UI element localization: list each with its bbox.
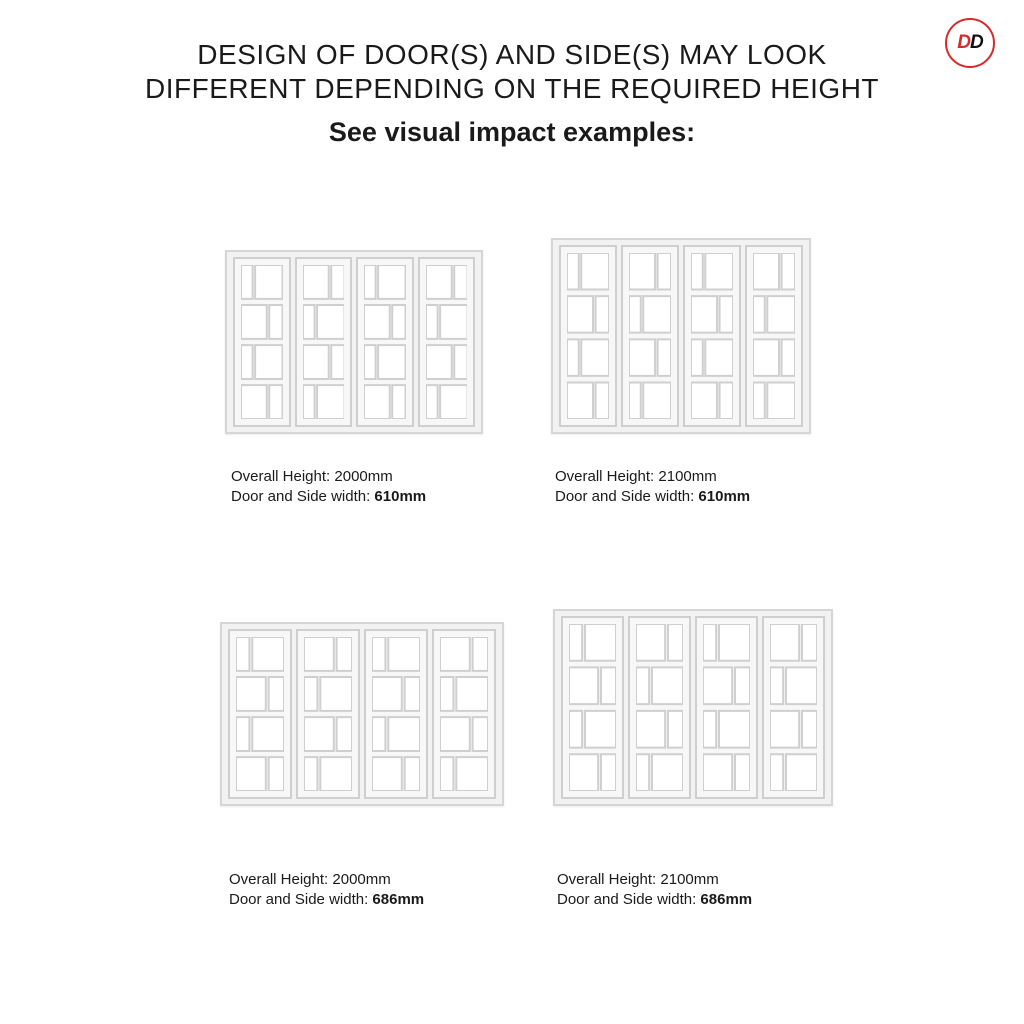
glazing-pattern — [703, 624, 750, 791]
glass-pane — [668, 624, 683, 661]
glass-pane — [364, 385, 390, 419]
glass-pane — [567, 382, 593, 419]
height-label: Overall Height: — [557, 871, 657, 888]
side-panel — [559, 245, 617, 427]
glass-pane — [652, 667, 683, 704]
glass-pane — [691, 382, 717, 419]
glass-pane — [440, 677, 453, 711]
side-panel — [762, 616, 825, 799]
glass-pane — [767, 296, 795, 333]
glass-pane — [236, 637, 249, 671]
glass-pane — [596, 296, 609, 333]
glass-pane — [236, 757, 266, 791]
side-panel — [432, 629, 496, 799]
glazing-pattern — [304, 637, 352, 791]
glass-pane — [388, 637, 420, 671]
glass-pane — [372, 717, 385, 751]
door-panel — [695, 616, 758, 799]
glass-pane — [303, 385, 315, 419]
glass-pane — [569, 711, 582, 748]
glass-pane — [753, 382, 765, 419]
width-value: 686mm — [372, 891, 425, 908]
glass-pane — [705, 339, 733, 376]
glazing-pattern — [426, 265, 468, 419]
glass-pane — [304, 677, 317, 711]
door-set-illustration — [551, 238, 811, 434]
glass-pane — [456, 677, 488, 711]
door-panel — [628, 616, 691, 799]
width-label: Door and Side width: — [555, 488, 695, 505]
glazing-pattern — [569, 624, 616, 791]
glass-pane — [378, 345, 405, 379]
door-panel — [295, 257, 353, 427]
glass-pane — [405, 757, 420, 791]
glass-pane — [782, 339, 795, 376]
glass-pane — [241, 345, 253, 379]
glass-pane — [372, 637, 385, 671]
height-label: Overall Height: — [231, 468, 331, 485]
glass-pane — [636, 667, 649, 704]
glass-pane — [236, 677, 266, 711]
side-panel — [561, 616, 624, 799]
door-set-illustration — [220, 622, 504, 806]
width-value: 686mm — [700, 891, 753, 908]
door-panel — [296, 629, 360, 799]
glass-pane — [569, 667, 598, 704]
heading-line-1: DESIGN OF DOOR(S) AND SIDE(S) MAY LOOK — [197, 39, 827, 70]
glass-pane — [378, 265, 405, 299]
glass-pane — [720, 382, 733, 419]
glass-pane — [629, 339, 655, 376]
glass-pane — [337, 717, 352, 751]
glazing-pattern — [770, 624, 817, 791]
glass-pane — [658, 339, 671, 376]
glass-pane — [658, 253, 671, 290]
glass-pane — [454, 345, 467, 379]
glass-pane — [255, 265, 282, 299]
glass-pane — [753, 296, 765, 333]
width-label: Door and Side width: — [229, 891, 369, 908]
glass-pane — [691, 296, 717, 333]
side-panel — [418, 257, 476, 427]
glass-pane — [364, 305, 390, 339]
glass-pane — [317, 385, 344, 419]
glass-pane — [304, 717, 334, 751]
glass-pane — [643, 382, 671, 419]
glass-pane — [705, 253, 733, 290]
height-label: Overall Height: — [555, 468, 655, 485]
glazing-pattern — [691, 253, 733, 419]
glass-pane — [392, 305, 405, 339]
glass-pane — [719, 624, 750, 661]
glass-pane — [581, 253, 609, 290]
glass-pane — [691, 253, 703, 290]
height-value: 2100mm — [660, 871, 719, 888]
glazing-pattern — [753, 253, 795, 419]
side-panel — [228, 629, 292, 799]
side-panel — [745, 245, 803, 427]
glass-pane — [241, 385, 267, 419]
glass-pane — [456, 757, 488, 791]
glass-pane — [770, 754, 783, 791]
door-panel — [356, 257, 414, 427]
glass-pane — [426, 345, 452, 379]
glazing-pattern — [567, 253, 609, 419]
glazing-pattern — [440, 637, 488, 791]
door-panel — [683, 245, 741, 427]
glass-pane — [802, 711, 817, 748]
glass-pane — [770, 667, 783, 704]
glass-pane — [753, 339, 779, 376]
height-label: Overall Height: — [229, 871, 329, 888]
glass-pane — [703, 624, 716, 661]
door-set-illustration — [553, 609, 833, 806]
glass-pane — [567, 296, 593, 333]
glass-pane — [735, 667, 750, 704]
glass-pane — [735, 754, 750, 791]
glass-pane — [364, 345, 376, 379]
example-caption — [231, 467, 426, 507]
glass-pane — [440, 757, 453, 791]
glass-pane — [440, 637, 470, 671]
height-value: 2000mm — [332, 871, 391, 888]
glass-pane — [567, 253, 579, 290]
glass-pane — [703, 754, 732, 791]
height-value: 2100mm — [658, 468, 717, 485]
glass-pane — [317, 305, 344, 339]
width-value: 610mm — [374, 488, 427, 505]
logo-letter-1: D — [957, 32, 970, 53]
example-caption — [557, 870, 752, 910]
glass-pane — [569, 754, 598, 791]
glass-pane — [304, 757, 317, 791]
glass-pane — [426, 305, 438, 339]
glass-pane — [629, 382, 641, 419]
glazing-pattern — [364, 265, 406, 419]
glass-pane — [426, 265, 452, 299]
glass-pane — [252, 717, 284, 751]
glass-pane — [252, 637, 284, 671]
glass-pane — [585, 624, 616, 661]
glass-pane — [473, 637, 488, 671]
glass-pane — [585, 711, 616, 748]
glass-pane — [601, 754, 616, 791]
width-value: 610mm — [698, 488, 751, 505]
glass-pane — [770, 711, 799, 748]
glass-pane — [668, 711, 683, 748]
glass-pane — [304, 637, 334, 671]
height-value: 2000mm — [334, 468, 393, 485]
glass-pane — [303, 305, 315, 339]
glazing-pattern — [236, 637, 284, 791]
glass-pane — [303, 345, 329, 379]
glass-pane — [601, 667, 616, 704]
brand-logo — [945, 18, 995, 68]
glass-pane — [636, 711, 665, 748]
glass-pane — [569, 624, 582, 661]
glass-pane — [440, 717, 470, 751]
door-panel — [621, 245, 679, 427]
glass-pane — [567, 339, 579, 376]
example-caption — [229, 870, 424, 910]
glass-pane — [802, 624, 817, 661]
glass-pane — [636, 624, 665, 661]
glass-pane — [643, 296, 671, 333]
glass-pane — [767, 382, 795, 419]
glass-pane — [596, 382, 609, 419]
glass-pane — [331, 265, 344, 299]
glass-pane — [269, 305, 282, 339]
glass-pane — [629, 296, 641, 333]
heading-line-2: DIFFERENT DEPENDING ON THE REQUIRED HEIGHT — [144, 73, 880, 104]
glass-pane — [629, 253, 655, 290]
glass-pane — [337, 637, 352, 671]
glass-pane — [269, 757, 284, 791]
glazing-pattern — [241, 265, 283, 419]
width-label: Door and Side width: — [557, 891, 697, 908]
glass-pane — [703, 711, 716, 748]
side-panel — [233, 257, 291, 427]
width-label: Door and Side width: — [231, 488, 371, 505]
glass-pane — [652, 754, 683, 791]
glass-pane — [691, 339, 703, 376]
door-panel — [364, 629, 428, 799]
glazing-pattern — [372, 637, 420, 791]
glass-pane — [364, 265, 376, 299]
glass-pane — [255, 345, 282, 379]
glass-pane — [269, 677, 284, 711]
subheading: See visual impact examples: — [328, 117, 696, 147]
glass-pane — [320, 757, 352, 791]
glass-pane — [703, 667, 732, 704]
glass-pane — [786, 667, 817, 704]
glass-pane — [770, 624, 799, 661]
glass-pane — [782, 253, 795, 290]
glass-pane — [320, 677, 352, 711]
door-set-illustration — [225, 250, 483, 434]
glazing-pattern — [629, 253, 671, 419]
logo-letter-2: D — [970, 32, 983, 53]
glass-pane — [454, 265, 467, 299]
glass-pane — [331, 345, 344, 379]
glass-pane — [405, 677, 420, 711]
glass-pane — [388, 717, 420, 751]
glass-pane — [440, 385, 467, 419]
glass-pane — [636, 754, 649, 791]
glass-pane — [473, 717, 488, 751]
glass-pane — [236, 717, 249, 751]
glass-pane — [241, 305, 267, 339]
glass-pane — [241, 265, 253, 299]
example-caption — [555, 467, 750, 507]
glass-pane — [581, 339, 609, 376]
glass-pane — [269, 385, 282, 419]
glass-pane — [720, 296, 733, 333]
glass-pane — [440, 305, 467, 339]
glass-pane — [372, 757, 402, 791]
glass-pane — [786, 754, 817, 791]
glass-pane — [372, 677, 402, 711]
glass-pane — [303, 265, 329, 299]
glazing-pattern — [636, 624, 683, 791]
glass-pane — [719, 711, 750, 748]
glazing-pattern — [303, 265, 345, 419]
glass-pane — [426, 385, 438, 419]
glass-pane — [392, 385, 405, 419]
glass-pane — [753, 253, 779, 290]
